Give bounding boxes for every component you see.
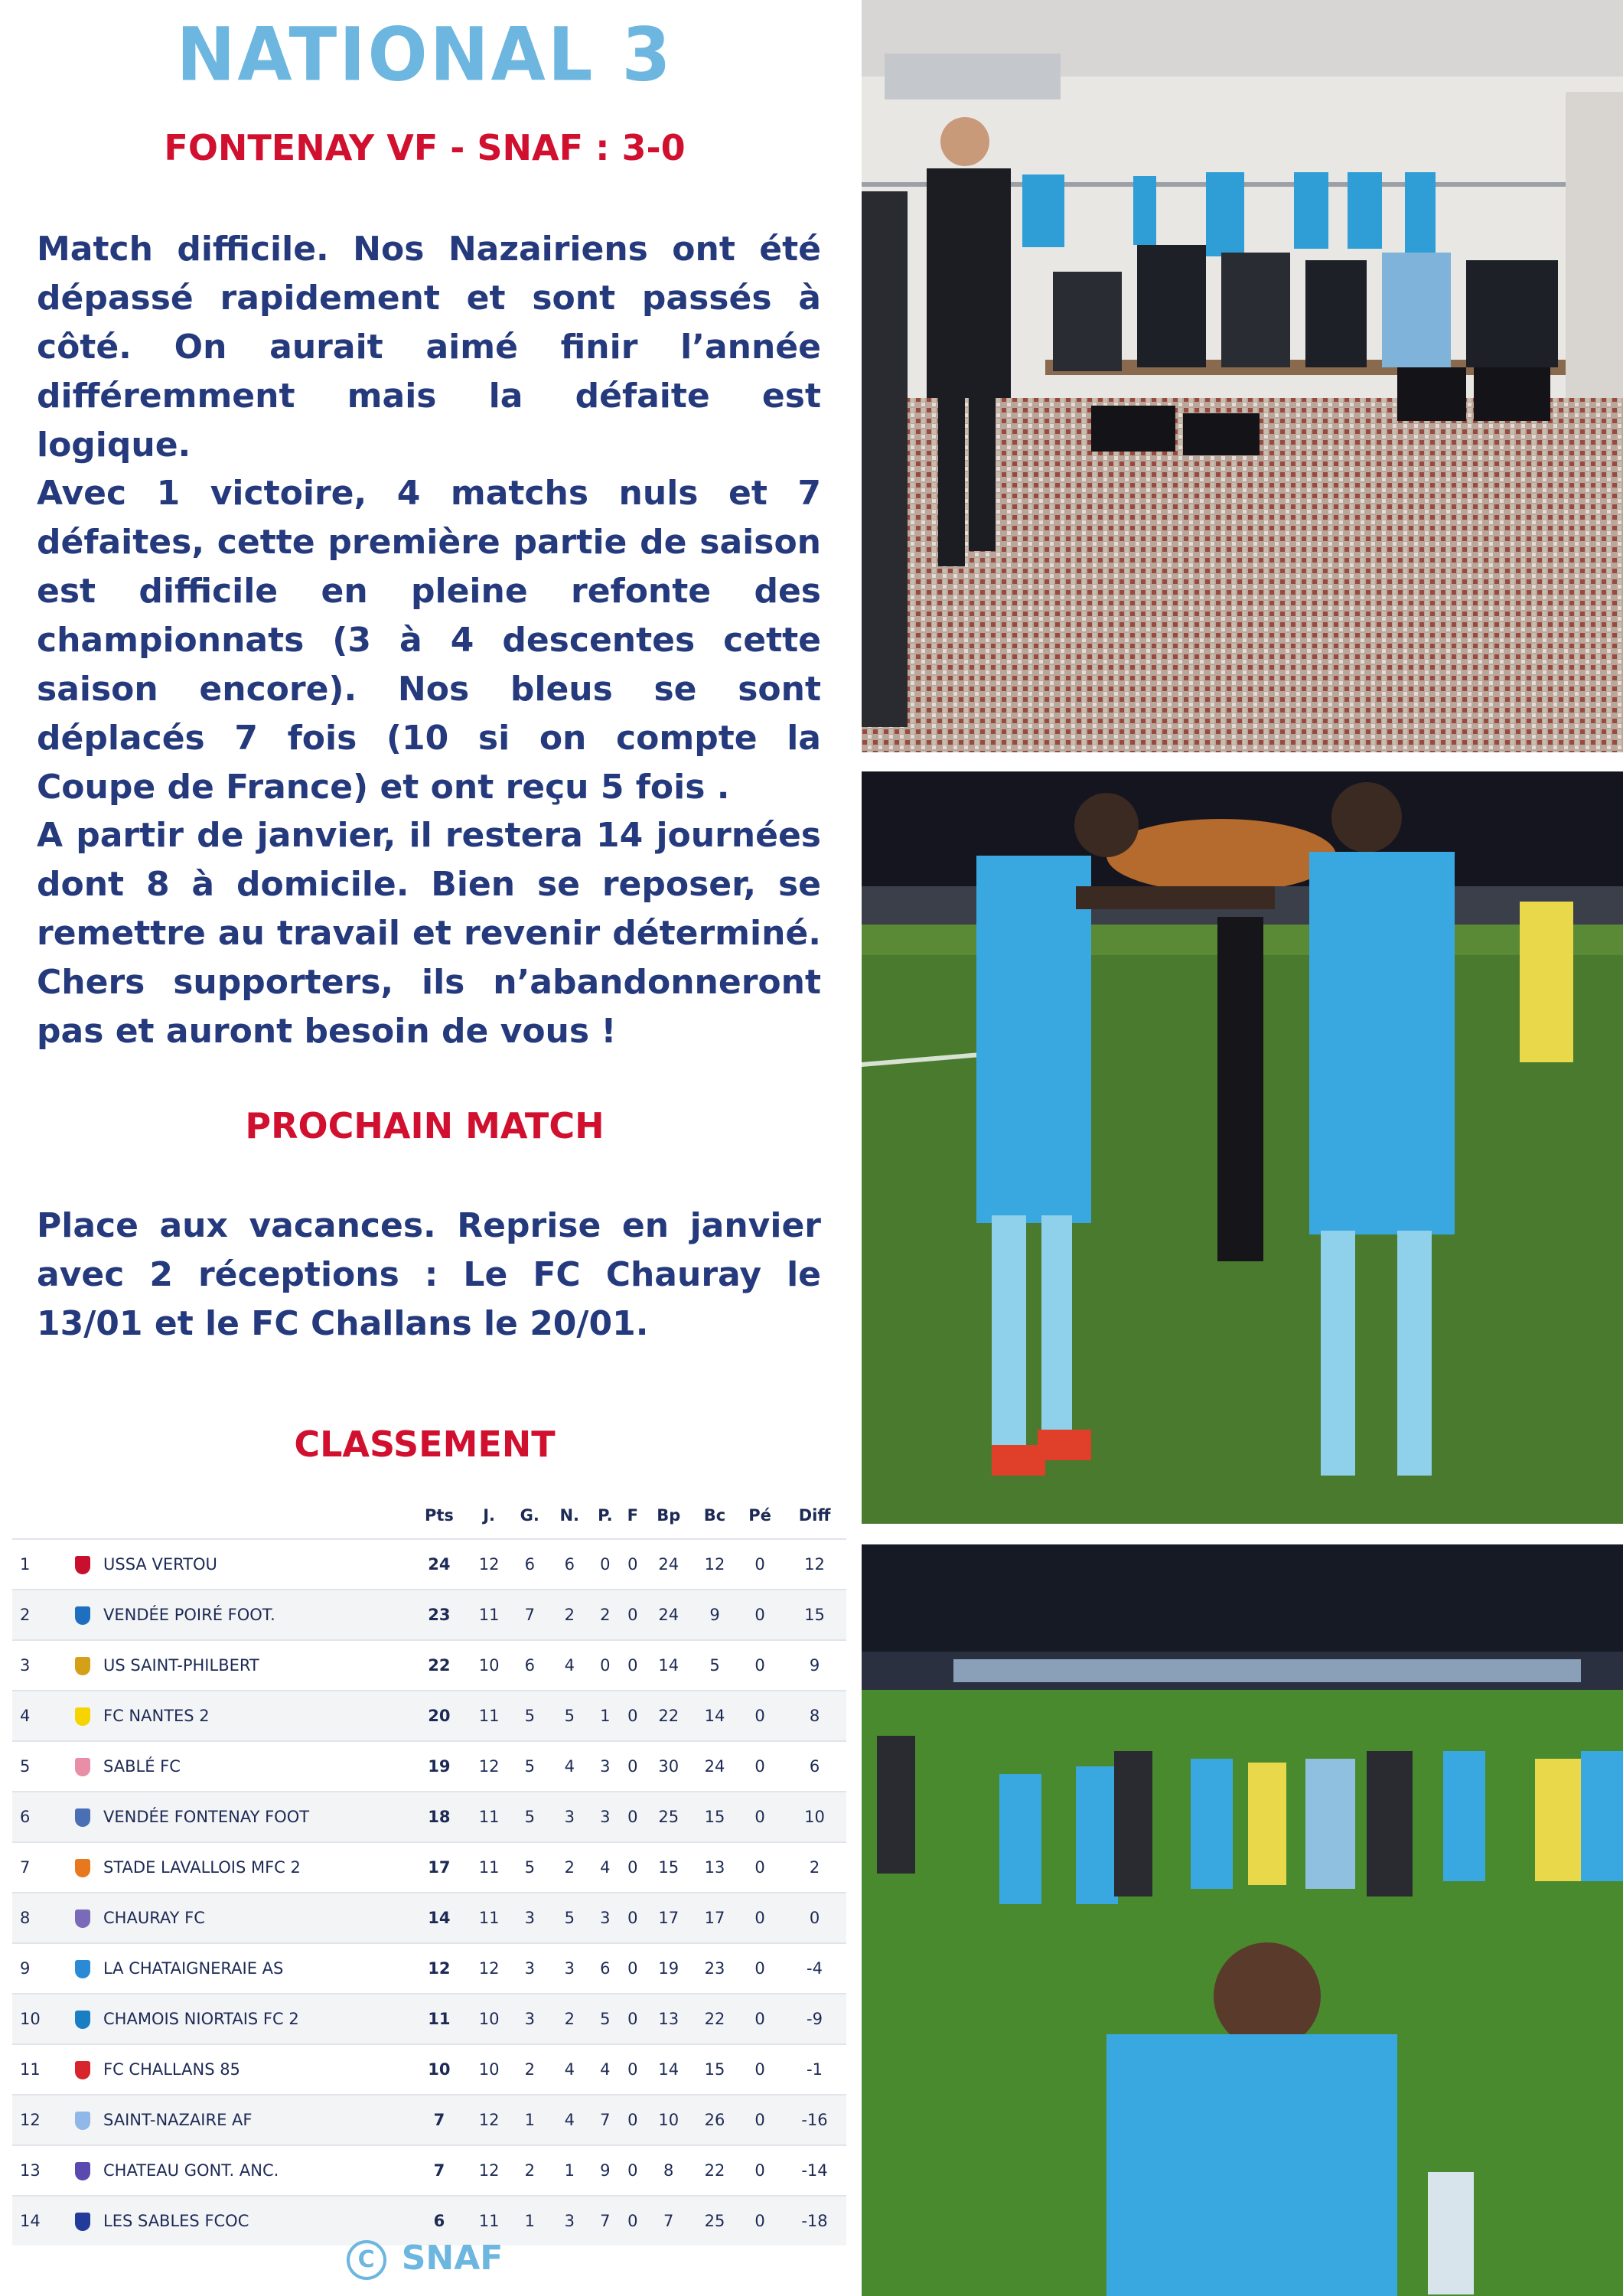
team-crest-cell xyxy=(63,1539,103,1590)
stat-8: 0 xyxy=(737,1590,783,1640)
standings-row xyxy=(12,1640,846,1691)
team-rank: 13 xyxy=(12,2145,63,2196)
stat-3: 4 xyxy=(549,1741,589,1792)
stat-5: 0 xyxy=(621,1640,644,1691)
team-name: CHAMOIS NIORTAIS FC 2 xyxy=(103,1994,410,2044)
team-name: LES SABLES FCOC xyxy=(103,2196,410,2245)
stat-0: 11 xyxy=(410,1994,468,2044)
stat-7: 23 xyxy=(693,1943,737,1994)
team-name: VENDÉE POIRÉ FOOT. xyxy=(103,1590,410,1640)
standings-row xyxy=(12,1792,846,1842)
team-crest-icon xyxy=(75,1707,90,1726)
stat-9: -1 xyxy=(783,2044,846,2095)
stat-4: 3 xyxy=(589,1741,621,1792)
col-header: Diff xyxy=(798,1506,831,1525)
stat-4: 5 xyxy=(589,1994,621,2044)
stat-6: 30 xyxy=(644,1741,693,1792)
stat-4: 0 xyxy=(589,1539,621,1590)
team-rank: 11 xyxy=(12,2044,63,2095)
stat-8: 0 xyxy=(737,1842,783,1893)
stat-4: 1 xyxy=(589,1691,621,1741)
stat-6: 22 xyxy=(644,1691,693,1741)
team-crest-icon xyxy=(75,1910,90,1928)
stat-7: 5 xyxy=(693,1640,737,1691)
col-header: P. xyxy=(598,1506,613,1525)
stat-4: 3 xyxy=(589,1893,621,1943)
stat-9: 2 xyxy=(783,1842,846,1893)
col-header: Pé xyxy=(748,1506,771,1525)
stat-1: 10 xyxy=(468,1640,510,1691)
team-crest-cell xyxy=(63,2095,103,2145)
stat-3: 2 xyxy=(549,1590,589,1640)
stat-8: 0 xyxy=(737,1893,783,1943)
stat-3: 4 xyxy=(549,2095,589,2145)
team-crest-icon xyxy=(75,2011,90,2029)
stat-8: 0 xyxy=(737,1994,783,2044)
stat-5: 0 xyxy=(621,2095,644,2145)
standings-row xyxy=(12,1691,846,1741)
stat-1: 11 xyxy=(468,1842,510,1893)
team-crest-icon xyxy=(75,1657,90,1675)
stat-3: 5 xyxy=(549,1691,589,1741)
stat-6: 13 xyxy=(644,1994,693,2044)
stat-6: 10 xyxy=(644,2095,693,2145)
team-crest-icon xyxy=(75,2112,90,2130)
handshake-illustration xyxy=(862,771,1623,1524)
article-paragraph-1: Match difficile. Nos Nazairiens ont été dépassé rapidement et sont passés à côté. On aurait aimé finir l’année différemment mais la défaite est logique. xyxy=(37,230,821,465)
team-rank: 5 xyxy=(12,1741,63,1792)
col-header: Bp xyxy=(657,1506,681,1525)
col-header: Bc xyxy=(703,1506,726,1525)
article-paragraph-4: Place aux vacances. Reprise en janvier avec 2 réceptions : Le FC Chauray le 13/01 et le FC Challans le 20/01. xyxy=(37,1206,821,1343)
standings-heading: CLASSEMENT xyxy=(294,1424,556,1465)
stat-0: 12 xyxy=(410,1943,468,1994)
stat-0: 19 xyxy=(410,1741,468,1792)
stat-0: 10 xyxy=(410,2044,468,2095)
stat-5: 0 xyxy=(621,2196,644,2245)
stat-8: 0 xyxy=(737,1691,783,1741)
team-name: USSA VERTOU xyxy=(103,1539,410,1590)
stat-7: 25 xyxy=(693,2196,737,2245)
stat-3: 6 xyxy=(549,1539,589,1590)
team-applause-photo xyxy=(862,1544,1623,2296)
stat-2: 3 xyxy=(510,1893,549,1943)
standings-row xyxy=(12,1893,846,1943)
standings-row xyxy=(12,1741,846,1792)
team-crest-cell xyxy=(63,2044,103,2095)
stat-1: 11 xyxy=(468,1893,510,1943)
stat-8: 0 xyxy=(737,1943,783,1994)
col-header: F xyxy=(627,1506,638,1525)
standings-header-row xyxy=(12,1492,846,1539)
stat-0: 7 xyxy=(410,2145,468,2196)
stat-5: 0 xyxy=(621,1590,644,1640)
stat-5: 0 xyxy=(621,1893,644,1943)
stat-8: 0 xyxy=(737,2145,783,2196)
stat-1: 10 xyxy=(468,1994,510,2044)
stat-9: -14 xyxy=(783,2145,846,2196)
team-name: CHAURAY FC xyxy=(103,1893,410,1943)
stat-0: 17 xyxy=(410,1842,468,1893)
stat-6: 17 xyxy=(644,1893,693,1943)
stat-8: 0 xyxy=(737,1741,783,1792)
stat-8: 0 xyxy=(737,1792,783,1842)
stat-2: 5 xyxy=(510,1792,549,1842)
stat-0: 7 xyxy=(410,2095,468,2145)
stat-6: 7 xyxy=(644,2196,693,2245)
stat-7: 15 xyxy=(693,1792,737,1842)
standings-row xyxy=(12,1590,846,1640)
stat-9: -9 xyxy=(783,1994,846,2044)
team-rank: 3 xyxy=(12,1640,63,1691)
standings-row xyxy=(12,1842,846,1893)
stat-9: 9 xyxy=(783,1640,846,1691)
stat-4: 9 xyxy=(589,2145,621,2196)
team-crest-cell xyxy=(63,1842,103,1893)
stat-7: 9 xyxy=(693,1590,737,1640)
team-crest-cell xyxy=(63,1792,103,1842)
stat-3: 5 xyxy=(549,1893,589,1943)
stat-7: 26 xyxy=(693,2095,737,2145)
stat-3: 4 xyxy=(549,2044,589,2095)
stat-0: 22 xyxy=(410,1640,468,1691)
stat-9: 0 xyxy=(783,1893,846,1943)
team-crest-icon xyxy=(75,1808,90,1827)
stat-4: 4 xyxy=(589,1842,621,1893)
team-name: US SAINT-PHILBERT xyxy=(103,1640,410,1691)
stat-2: 5 xyxy=(510,1691,549,1741)
stat-0: 23 xyxy=(410,1590,468,1640)
stat-8: 0 xyxy=(737,1640,783,1691)
team-applause-illustration xyxy=(862,1544,1623,2296)
stat-2: 2 xyxy=(510,2145,549,2196)
stat-6: 24 xyxy=(644,1539,693,1590)
stat-4: 7 xyxy=(589,2095,621,2145)
stat-7: 22 xyxy=(693,2145,737,2196)
stat-7: 12 xyxy=(693,1539,737,1590)
stat-8: 0 xyxy=(737,2044,783,2095)
team-crest-icon xyxy=(75,1606,90,1625)
team-name: STADE LAVALLOIS MFC 2 xyxy=(103,1842,410,1893)
team-crest-cell xyxy=(63,1943,103,1994)
stat-7: 13 xyxy=(693,1842,737,1893)
copyright-icon: C xyxy=(347,2240,386,2280)
match-result: FONTENAY VF - SNAF : 3-0 xyxy=(164,127,686,168)
team-name: CHATEAU GONT. ANC. xyxy=(103,2145,410,2196)
stat-9: 8 xyxy=(783,1691,846,1741)
standings-row xyxy=(12,2095,846,2145)
team-name: SAINT-NAZAIRE AF xyxy=(103,2095,410,2145)
team-crest-cell xyxy=(63,1640,103,1691)
stat-1: 11 xyxy=(468,1590,510,1640)
team-rank: 1 xyxy=(12,1539,63,1590)
article-paragraph-2: Avec 1 victoire, 4 matchs nuls et 7 défaites, cette première partie de saison est difficile en pleine refonte des championnats (3 à 4 descentes cette saison encore). Nos bleus se sont déplacés 7 fois (10 si on compte la Coupe de France) et ont reçu 5 fois . xyxy=(37,474,821,807)
stat-3: 3 xyxy=(549,1943,589,1994)
stat-2: 5 xyxy=(510,1741,549,1792)
stat-1: 10 xyxy=(468,2044,510,2095)
team-crest-icon xyxy=(75,1859,90,1877)
team-name: LA CHATAIGNERAIE AS xyxy=(103,1943,410,1994)
team-rank: 6 xyxy=(12,1792,63,1842)
page-title: NATIONAL 3 xyxy=(176,11,673,98)
team-rank: 2 xyxy=(12,1590,63,1640)
stat-2: 5 xyxy=(510,1842,549,1893)
footer-brand: SNAF xyxy=(401,2239,504,2278)
standings-row xyxy=(12,1994,846,2044)
stat-7: 15 xyxy=(693,2044,737,2095)
team-name: SABLÉ FC xyxy=(103,1741,410,1792)
stat-6: 15 xyxy=(644,1842,693,1893)
stat-2: 3 xyxy=(510,1994,549,2044)
stat-8: 0 xyxy=(737,2196,783,2245)
stat-3: 2 xyxy=(549,1842,589,1893)
team-crest-icon xyxy=(75,2213,90,2231)
locker-room-photo xyxy=(862,0,1623,752)
team-rank: 4 xyxy=(12,1691,63,1741)
stat-1: 11 xyxy=(468,2196,510,2245)
stat-4: 6 xyxy=(589,1943,621,1994)
stat-5: 0 xyxy=(621,1994,644,2044)
locker-room-illustration xyxy=(862,0,1623,752)
stat-0: 20 xyxy=(410,1691,468,1741)
team-rank: 14 xyxy=(12,2196,63,2245)
team-crest-icon xyxy=(75,1556,90,1574)
team-rank: 9 xyxy=(12,1943,63,1994)
handshake-photo xyxy=(862,771,1623,1524)
stat-6: 25 xyxy=(644,1792,693,1842)
stat-9: 15 xyxy=(783,1590,846,1640)
team-rank: 7 xyxy=(12,1842,63,1893)
stat-2: 6 xyxy=(510,1539,549,1590)
stat-4: 4 xyxy=(589,2044,621,2095)
stat-9: 6 xyxy=(783,1741,846,1792)
team-crest-cell xyxy=(63,1691,103,1741)
stat-1: 12 xyxy=(468,2095,510,2145)
stat-5: 0 xyxy=(621,2044,644,2095)
stat-3: 3 xyxy=(549,2196,589,2245)
col-header: N. xyxy=(559,1506,580,1525)
standings-row xyxy=(12,2044,846,2095)
stat-8: 0 xyxy=(737,2095,783,2145)
stat-9: -16 xyxy=(783,2095,846,2145)
team-rank: 10 xyxy=(12,1994,63,2044)
stat-2: 1 xyxy=(510,2095,549,2145)
stat-7: 17 xyxy=(693,1893,737,1943)
stat-1: 11 xyxy=(468,1691,510,1741)
stat-0: 24 xyxy=(410,1539,468,1590)
team-crest-cell xyxy=(63,1893,103,1943)
team-crest-icon xyxy=(75,1960,90,1978)
stat-3: 4 xyxy=(549,1640,589,1691)
team-name: FC CHALLANS 85 xyxy=(103,2044,410,2095)
stat-4: 2 xyxy=(589,1590,621,1640)
stat-6: 8 xyxy=(644,2145,693,2196)
stat-5: 0 xyxy=(621,2145,644,2196)
stat-1: 12 xyxy=(468,1943,510,1994)
team-crest-icon xyxy=(75,2061,90,2079)
stat-1: 11 xyxy=(468,1792,510,1842)
stat-6: 19 xyxy=(644,1943,693,1994)
team-crest-cell xyxy=(63,1994,103,2044)
stat-3: 3 xyxy=(549,1792,589,1842)
stat-3: 2 xyxy=(549,1994,589,2044)
stat-9: 10 xyxy=(783,1792,846,1842)
standings-row xyxy=(12,1943,846,1994)
col-header: Pts xyxy=(424,1506,454,1525)
stat-0: 14 xyxy=(410,1893,468,1943)
next-match-heading: PROCHAIN MATCH xyxy=(245,1105,605,1146)
stat-2: 3 xyxy=(510,1943,549,1994)
stat-3: 1 xyxy=(549,2145,589,2196)
team-crest-icon xyxy=(75,1758,90,1776)
stat-4: 7 xyxy=(589,2196,621,2245)
stat-8: 0 xyxy=(737,1539,783,1590)
team-crest-cell xyxy=(63,1741,103,1792)
stat-4: 3 xyxy=(589,1792,621,1842)
standings-table xyxy=(12,1492,846,2245)
stat-9: -4 xyxy=(783,1943,846,1994)
stat-1: 12 xyxy=(468,1539,510,1590)
stat-7: 24 xyxy=(693,1741,737,1792)
stat-5: 0 xyxy=(621,1792,644,1842)
stat-5: 0 xyxy=(621,1943,644,1994)
stat-1: 12 xyxy=(468,2145,510,2196)
standings-row xyxy=(12,2145,846,2196)
col-header: G. xyxy=(520,1506,539,1525)
stat-0: 6 xyxy=(410,2196,468,2245)
stat-5: 0 xyxy=(621,1842,644,1893)
team-name: VENDÉE FONTENAY FOOT xyxy=(103,1792,410,1842)
stat-6: 14 xyxy=(644,1640,693,1691)
stat-0: 18 xyxy=(410,1792,468,1842)
team-rank: 8 xyxy=(12,1893,63,1943)
team-crest-icon xyxy=(75,2162,90,2180)
stat-7: 14 xyxy=(693,1691,737,1741)
footer-credit xyxy=(0,2239,849,2280)
stat-5: 0 xyxy=(621,1539,644,1590)
team-crest-cell xyxy=(63,1590,103,1640)
stat-9: -18 xyxy=(783,2196,846,2245)
stat-2: 1 xyxy=(510,2196,549,2245)
stat-2: 7 xyxy=(510,1590,549,1640)
article-paragraph-3: A partir de janvier, il restera 14 journées dont 8 à domicile. Bien se reposer, se remettre au travail et revenir déterminé. Chers supporters, ils n’abandonneront pas et auront besoin de vous ! xyxy=(37,816,821,1051)
standings-row xyxy=(12,1539,846,1590)
team-rank: 12 xyxy=(12,2095,63,2145)
stat-6: 14 xyxy=(644,2044,693,2095)
team-crest-cell xyxy=(63,2145,103,2196)
stat-6: 24 xyxy=(644,1590,693,1640)
stat-4: 0 xyxy=(589,1640,621,1691)
stat-5: 0 xyxy=(621,1741,644,1792)
stat-5: 0 xyxy=(621,1691,644,1741)
stat-7: 22 xyxy=(693,1994,737,2044)
col-header: J. xyxy=(483,1506,496,1525)
stat-2: 6 xyxy=(510,1640,549,1691)
stat-9: 12 xyxy=(783,1539,846,1590)
team-name: FC NANTES 2 xyxy=(103,1691,410,1741)
stat-2: 2 xyxy=(510,2044,549,2095)
stat-1: 12 xyxy=(468,1741,510,1792)
